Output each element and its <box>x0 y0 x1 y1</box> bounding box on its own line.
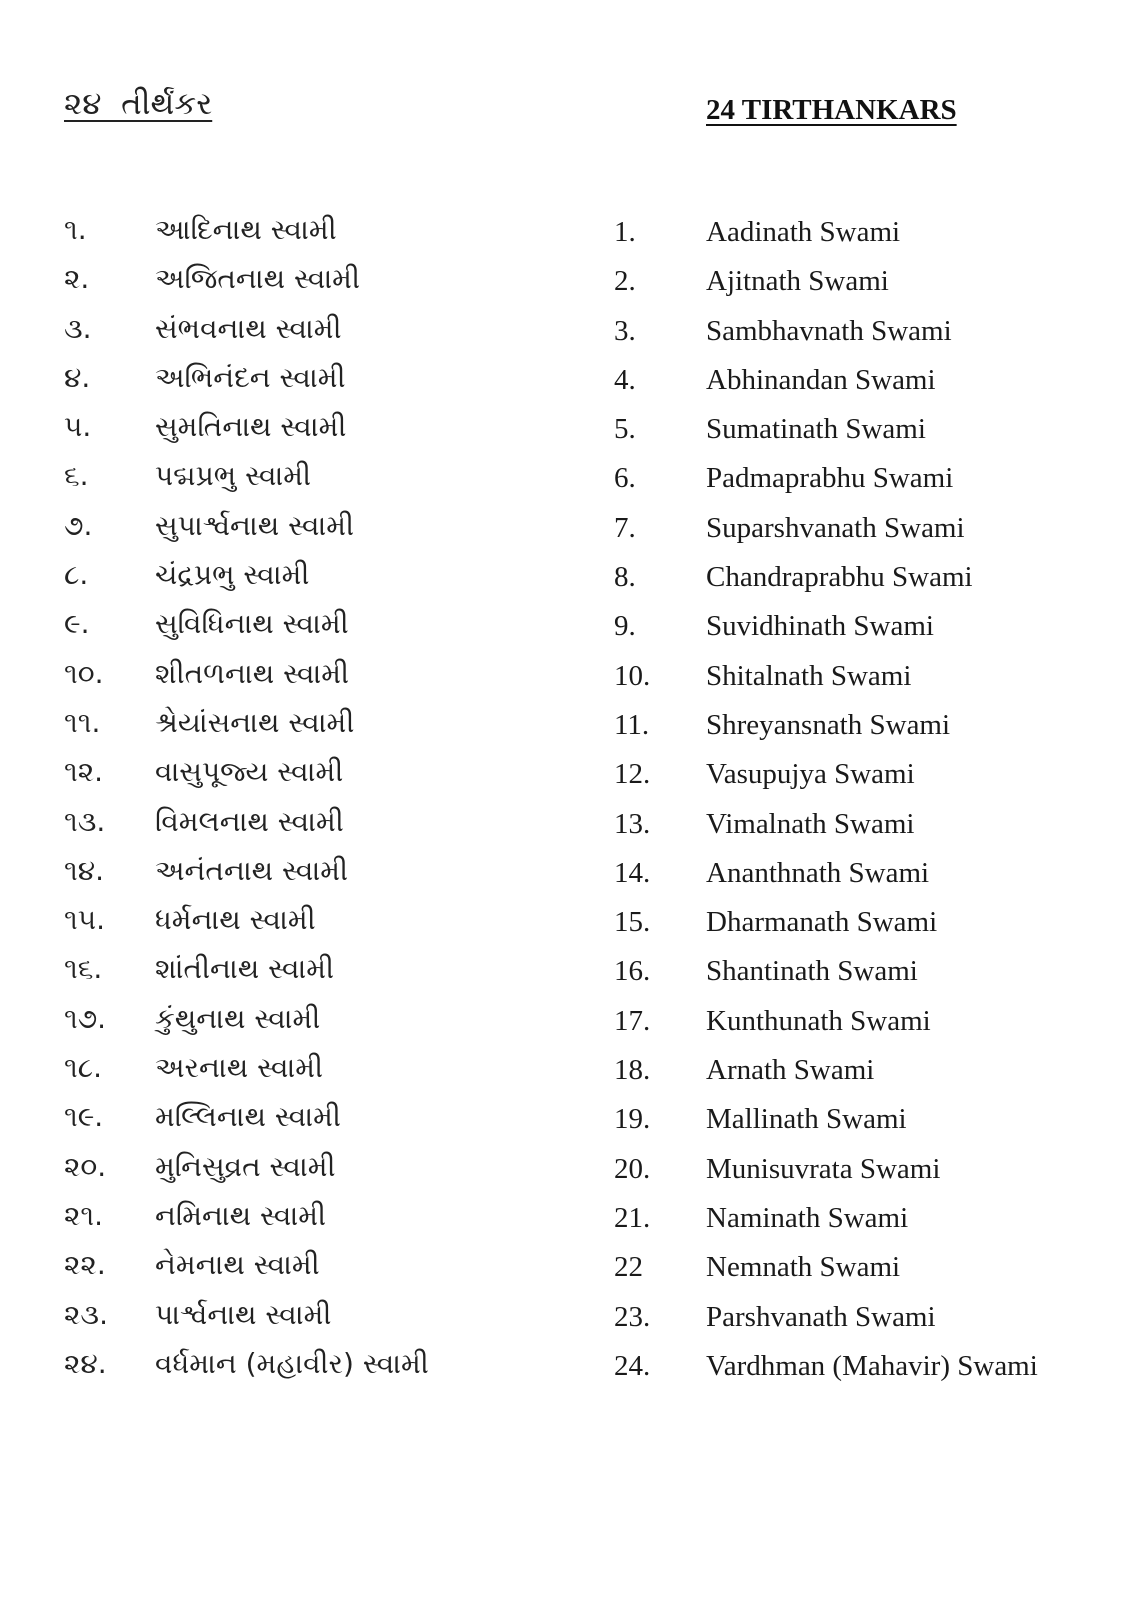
gujarati-name: સુમતિનાથ સ્વામી <box>155 410 347 444</box>
gujarati-number: ૧૫. <box>64 903 106 937</box>
gujarati-name: સુપાર્શ્વનાથ સ્વામી <box>155 508 355 542</box>
english-number: 20. <box>614 1152 651 1185</box>
list-item <box>0 601 1125 650</box>
english-number: 5. <box>614 413 636 446</box>
english-name: Shitalnath Swami <box>706 659 912 692</box>
english-name: Sambhavnath Swami <box>706 314 952 347</box>
list-item <box>0 552 1125 601</box>
gujarati-name: વિમલનાથ સ્વામી <box>155 804 344 838</box>
gujarati-number: ૬. <box>64 459 89 493</box>
gujarati-name: વાસુપૂજ્ય સ્વામી <box>155 755 344 789</box>
gujarati-number: ૧૩. <box>64 804 106 838</box>
english-name: Abhinandan Swami <box>706 363 936 396</box>
gujarati-name: અજિતનાથ સ્વામી <box>155 262 360 296</box>
list-item <box>0 355 1125 404</box>
english-number: 8. <box>614 561 636 594</box>
english-number: 6. <box>614 462 636 495</box>
english-name: Munisuvrata Swami <box>706 1152 941 1185</box>
list-item <box>0 1193 1125 1242</box>
english-number: 3. <box>614 314 636 347</box>
english-name: Suparshvanath Swami <box>706 511 965 544</box>
english-number: 16. <box>614 955 651 988</box>
gujarati-name: અનંતનાથ સ્વામી <box>155 853 349 887</box>
gujarati-number: ૧. <box>64 213 87 246</box>
gujarati-name: ધર્મનાથ સ્વામી <box>155 903 316 937</box>
list-item <box>0 1292 1125 1341</box>
list-item <box>0 1242 1125 1291</box>
list-item <box>0 946 1125 995</box>
gujarati-name: પદ્મપ્રભુ સ્વામી <box>155 459 312 493</box>
gujarati-number: ૫. <box>64 410 92 444</box>
gujarati-number: ૨૨. <box>64 1248 106 1282</box>
gujarati-number: ૧૬. <box>64 952 103 986</box>
english-number: 21. <box>614 1201 651 1234</box>
gujarati-name: અરનાથ સ્વામી <box>155 1051 324 1085</box>
list-item <box>0 897 1125 946</box>
gujarati-name: સંભવનાથ સ્વામી <box>155 311 342 345</box>
list-item <box>0 700 1125 749</box>
english-name: Vardhman (Mahavir) Swami <box>706 1349 1038 1382</box>
gujarati-number: ૨૩. <box>64 1297 108 1331</box>
gujarati-name: નમિનાથ સ્વામી <box>155 1198 326 1232</box>
list-item <box>0 799 1125 848</box>
list-item <box>0 404 1125 453</box>
gujarati-name: અભિનંદન સ્વામી <box>155 360 346 394</box>
gujarati-number: ૧૯. <box>64 1100 104 1134</box>
list-item <box>0 256 1125 305</box>
list-item <box>0 453 1125 502</box>
gujarati-number: ૩. <box>64 311 92 345</box>
gujarati-number: ૯. <box>64 607 90 641</box>
english-number: 14. <box>614 856 651 889</box>
gujarati-number: ૮. <box>64 558 89 592</box>
english-name: Shantinath Swami <box>706 955 918 988</box>
gujarati-number: ૧૨. <box>64 755 104 789</box>
english-number: 15. <box>614 906 651 939</box>
gujarati-number: ૨. <box>64 262 90 296</box>
english-number: 7. <box>614 511 636 544</box>
gujarati-number: ૧૮. <box>64 1051 103 1085</box>
gujarati-number: ૨૧. <box>64 1198 104 1232</box>
english-name: Vimalnath Swami <box>706 807 915 840</box>
list-item <box>0 1144 1125 1193</box>
gujarati-name: આદિનાથ સ્વામી <box>155 213 337 246</box>
title-english: 24 TIRTHANKARS <box>706 94 957 126</box>
english-number: 17. <box>614 1004 651 1037</box>
list-item <box>0 848 1125 897</box>
gujarati-name: મલ્લિનાથ સ્વામી <box>155 1100 341 1134</box>
english-number: 13. <box>614 807 651 840</box>
english-number: 4. <box>614 363 636 396</box>
list-item <box>0 503 1125 552</box>
english-name: Arnath Swami <box>706 1054 875 1087</box>
gujarati-name: કુંથુનાથ સ્વામી <box>155 1001 321 1035</box>
english-name: Padmaprabhu Swami <box>706 462 954 495</box>
gujarati-number: ૧૦. <box>64 656 104 690</box>
english-name: Parshvanath Swami <box>706 1300 936 1333</box>
list-item <box>0 1341 1125 1390</box>
gujarati-name: શીતળનાથ સ્વામી <box>155 656 350 690</box>
english-number: 19. <box>614 1103 651 1136</box>
gujarati-number: ૧૭. <box>64 1001 107 1035</box>
tirthankar-list <box>0 207 1125 1390</box>
english-name: Ananthnath Swami <box>706 856 930 889</box>
gujarati-number: ૨૦. <box>64 1149 107 1183</box>
list-item <box>0 207 1125 256</box>
english-name: Dharmanath Swami <box>706 906 938 939</box>
english-number: 12. <box>614 758 651 791</box>
english-number: 11. <box>614 708 650 741</box>
english-number: 23. <box>614 1300 651 1333</box>
english-name: Chandraprabhu Swami <box>706 561 973 594</box>
list-item <box>0 1094 1125 1143</box>
english-number: 18. <box>614 1054 651 1087</box>
english-name: Aadinath Swami <box>706 216 901 248</box>
english-name: Vasupujya Swami <box>706 758 915 791</box>
english-number: 2. <box>614 265 636 298</box>
gujarati-name: મુનિસુવ્રત સ્વામી <box>155 1149 336 1183</box>
list-item <box>0 749 1125 798</box>
gujarati-name: વર્ધમાન (મહાવીર) સ્વામી <box>155 1346 429 1380</box>
list-item <box>0 306 1125 355</box>
list-item <box>0 1045 1125 1094</box>
gujarati-name: શ્રેયાંસનાથ સ્વામી <box>155 705 355 739</box>
gujarati-number: ૧૧. <box>64 705 101 739</box>
english-name: Shreyansnath Swami <box>706 708 951 741</box>
gujarati-number: ૭. <box>64 508 93 542</box>
english-name: Nemnath Swami <box>706 1251 901 1284</box>
english-number: 9. <box>614 610 636 643</box>
english-name: Kunthunath Swami <box>706 1004 931 1037</box>
gujarati-number: ૨૪. <box>64 1346 107 1380</box>
title-gujarati: ૨૪ તીર્થંકર <box>64 86 213 122</box>
gujarati-number: ૧૪. <box>64 853 104 887</box>
english-name: Sumatinath Swami <box>706 413 926 446</box>
gujarati-number: ૪. <box>64 360 91 394</box>
english-number: 10. <box>614 659 651 692</box>
english-name: Ajitnath Swami <box>706 265 889 298</box>
english-name: Suvidhinath Swami <box>706 610 934 643</box>
english-name: Mallinath Swami <box>706 1103 907 1136</box>
list-item <box>0 651 1125 700</box>
gujarati-name: શાંતીનાથ સ્વામી <box>155 952 335 986</box>
english-name: Naminath Swami <box>706 1201 909 1234</box>
gujarati-name: ચંદ્રપ્રભુ સ્વામી <box>155 558 310 592</box>
english-number: 24. <box>614 1349 651 1382</box>
list-item <box>0 996 1125 1045</box>
gujarati-name: નેમનાથ સ્વામી <box>155 1248 320 1282</box>
english-number: 22 <box>614 1251 643 1284</box>
gujarati-name: સુવિધિનાથ સ્વામી <box>155 607 349 641</box>
english-number: 1. <box>614 216 636 248</box>
gujarati-name: પાર્શ્વનાથ સ્વામી <box>155 1297 332 1331</box>
